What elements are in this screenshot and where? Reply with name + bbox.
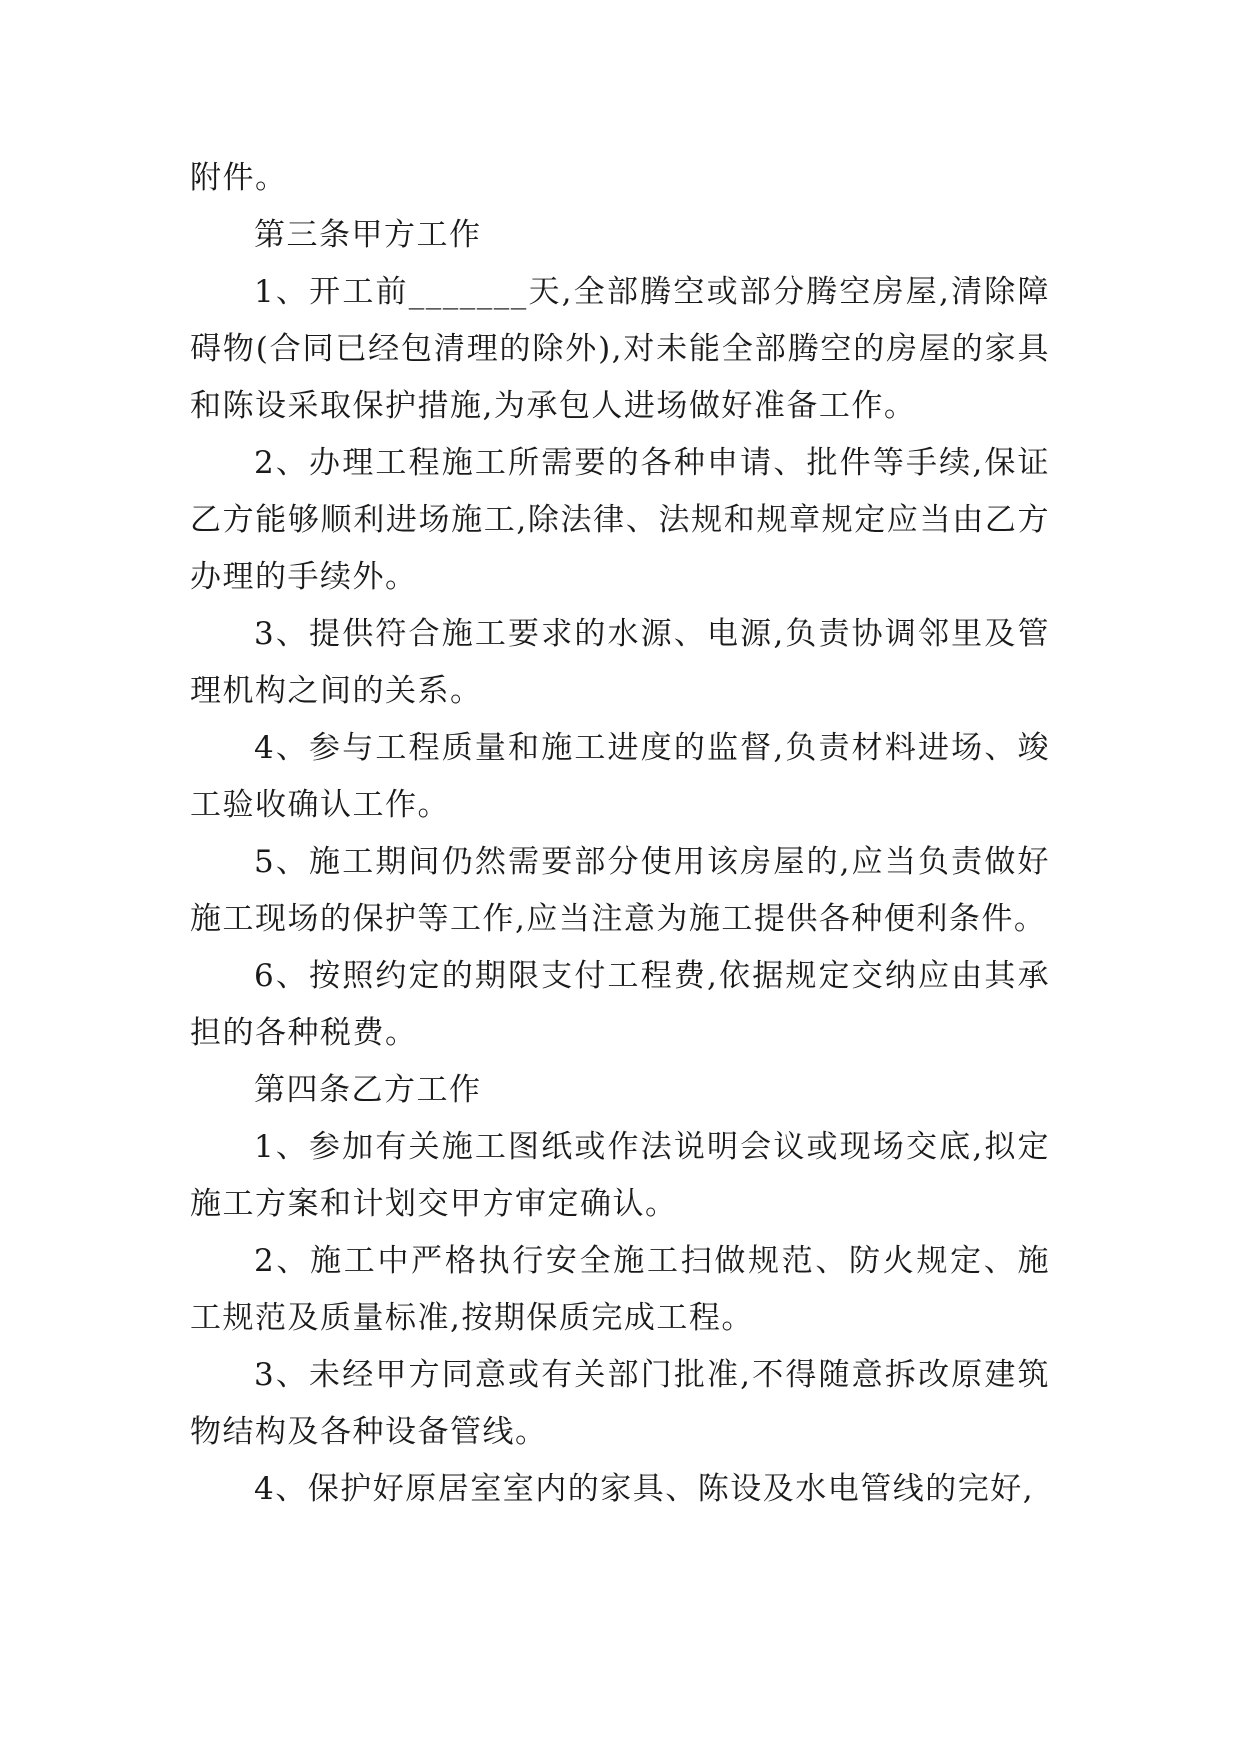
party-a-item-6: 6、按照约定的期限支付工程费,依据规定交纳应由其承担的各种税费。 (190, 958, 1050, 1051)
party-a-item-2: 2、办理工程施工所需要的各种申请、批件等手续,保证乙方能够顺利进场施工,除法律、法规和规章规定应当由乙方办理的手续外。 (190, 445, 1050, 595)
party-a-item-4: 4、参与工程质量和施工进度的监督,负责材料进场、竣工验收确认工作。 (190, 730, 1050, 823)
paragraph-attachment-tail: 附件。 (190, 160, 288, 196)
party-b-item-3: 3、未经甲方同意或有关部门批准,不得随意拆改原建筑物结构及各种设备管线。 (190, 1357, 1050, 1450)
party-a-item-3: 3、提供符合施工要求的水源、电源,负责协调邻里及管理机构之间的关系。 (190, 616, 1050, 709)
party-a-item-1: 1、开工前_______天,全部腾空或部分腾空房屋,清除障碍物(合同已经包清理的除外),对未能全部腾空的房屋的家具和陈设采取保护措施,为承包人进场做好准备工作。 (190, 274, 1050, 424)
party-b-item-1: 1、参加有关施工图纸或作法说明会议或现场交底,拟定施工方案和计划交甲方审定确认。 (190, 1129, 1050, 1222)
section-heading-party-b: 第四条乙方工作 (254, 1072, 482, 1108)
party-b-item-4: 4、保护好原居室室内的家具、陈设及水电管线的完好, (254, 1471, 1035, 1507)
party-a-item-5: 5、施工期间仍然需要部分使用该房屋的,应当负责做好施工现场的保护等工作,应当注意为施工提供各种便利条件。 (190, 844, 1050, 937)
document-body (190, 150, 1050, 1518)
party-b-item-2: 2、施工中严格执行安全施工扫做规范、防火规定、施工规范及质量标准,按期保质完成工程。 (190, 1243, 1050, 1336)
section-heading-party-a: 第三条甲方工作 (254, 217, 482, 253)
